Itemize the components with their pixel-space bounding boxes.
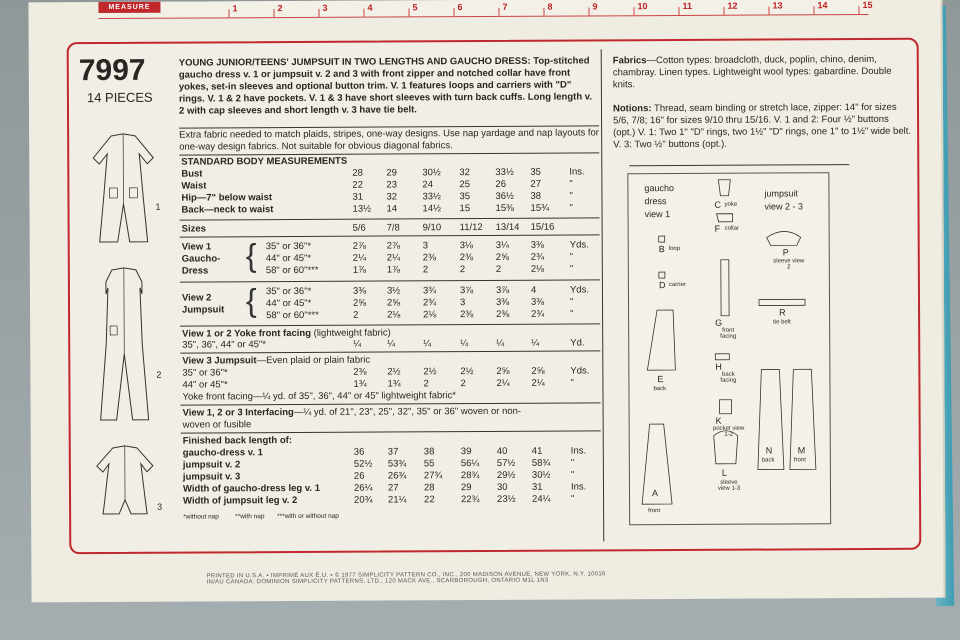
figure-number-2: 2: [156, 369, 162, 380]
ruler-tick-label: 2: [277, 3, 283, 14]
ruler-tick-label: 5: [412, 2, 418, 13]
finished-label: Width of jumpsuit leg v. 2: [183, 494, 298, 507]
table-cell: 2¾: [422, 297, 437, 309]
piece-count: 14 PIECES: [86, 89, 153, 106]
ruler-tick-label: 7: [502, 1, 508, 12]
unit-cell: ": [570, 457, 575, 469]
sizes-label: Sizes: [181, 223, 206, 235]
table-cell: 26: [353, 470, 365, 482]
table-cell: 23½: [497, 493, 516, 505]
table-cell: 2½: [460, 366, 474, 378]
divider: [180, 323, 600, 326]
unit-cell: Yds.: [570, 365, 590, 377]
unit-cell: ": [569, 251, 574, 263]
table-cell: 22: [424, 494, 435, 506]
view3-yoke-note: Yoke front facing—¼ yd. of 35", 36", 44" or 45" lightweight fabric*: [182, 390, 457, 403]
divider: [181, 430, 601, 433]
divider: [180, 350, 600, 353]
table-cell: 14½: [422, 203, 442, 215]
figure-view2-jumpsuit: [84, 264, 165, 429]
ruler-tick-mark: [813, 6, 814, 14]
table-cell: 2½: [423, 366, 437, 378]
table-cell: ¼: [460, 338, 469, 350]
brace: {: [245, 237, 257, 274]
unit-cell: Yd.: [570, 337, 585, 349]
piece-l-label: sleeve view 1-3: [717, 479, 741, 492]
table-cell: 27: [530, 178, 542, 190]
table-cell: 1¾: [353, 378, 367, 390]
divider: [181, 402, 601, 405]
table-cell: 2: [423, 378, 429, 390]
unit-cell: Ins.: [569, 166, 585, 178]
ruler-tick-mark: [723, 7, 724, 15]
pattern-number: 7997: [78, 53, 146, 88]
table-cell: 55: [423, 458, 435, 470]
size-cell: 13/14: [495, 221, 520, 233]
table-cell: 41: [531, 445, 543, 457]
table-cell: ¼: [531, 337, 540, 349]
footer-line-1: PRINTED IN U.S.A. • IMPRIMÉ AUX É.U. • © 1977 SIMPLICITY PATTERN CO., INC., 200 MADISON AVENUE, NEW YORK, N.Y. 10016: [206, 571, 606, 580]
ruler-tick-mark: [228, 9, 229, 17]
unit-cell: ": [569, 296, 574, 308]
table-cell: 2¼: [496, 377, 510, 389]
table-cell: 30½: [422, 167, 441, 179]
unit-cell: ": [570, 308, 574, 320]
view-label: Dress: [181, 265, 209, 277]
table-cell: 2⅝: [531, 365, 545, 377]
divider: [180, 234, 600, 237]
table-cell: 3⅜: [352, 285, 367, 297]
table-cell: 15⅜: [495, 202, 515, 214]
layout-heading-line: jumpsuit: [764, 188, 798, 199]
finished-label: jumpsuit v. 3: [182, 471, 241, 483]
table-cell: 33½: [495, 166, 514, 178]
view-label: View 2: [181, 292, 212, 304]
table-cell: 3: [422, 240, 429, 252]
unit-cell: ": [570, 377, 574, 389]
brace: {: [245, 282, 257, 319]
table-cell: 2⅝: [496, 365, 510, 377]
table-cell: 15: [459, 203, 471, 215]
layout-heading-line: view 2 - 3: [764, 201, 804, 212]
ruler-tick-mark: [858, 6, 859, 14]
piece-b-label: loop: [668, 245, 681, 253]
piece-r-letter: R: [779, 307, 786, 318]
table-cell: 22: [352, 179, 364, 191]
figure-number-1: 1: [155, 201, 161, 212]
piece-c-label: yoke: [724, 201, 738, 208]
table-cell: 36½: [495, 190, 514, 202]
table-cell: 40: [496, 445, 508, 457]
table-cell: 2: [422, 264, 429, 276]
table-cell: 2⅛: [423, 309, 437, 321]
footnote-without-nap: *without nap: [183, 513, 219, 521]
piece-b-letter: B: [658, 244, 665, 255]
table-cell: 57½: [496, 457, 516, 469]
table-cell: 2⅜: [353, 366, 367, 378]
table-cell: 28¾: [460, 470, 480, 482]
table-cell: 22¾: [461, 494, 480, 506]
table-cell: 24: [422, 179, 434, 191]
table-cell: 3⅜: [530, 239, 544, 251]
interfacing-line2: woven or fusible: [182, 419, 252, 431]
divider: [180, 217, 600, 220]
fabrics-text: Fabrics—Cotton types: broadcloth, duck, poplin, chino, denim, chambray. Linen types. Lightweight wool types: gabardine. Double knits.: [612, 53, 892, 91]
piece-c-letter: C: [714, 199, 722, 210]
piece-r-label: tie belt: [773, 319, 791, 326]
table-cell: 38: [423, 446, 435, 458]
table-cell: 2⅛: [387, 309, 401, 321]
table-cell: 23: [386, 179, 398, 191]
piece-d-letter: D: [658, 280, 666, 291]
table-cell: 27: [387, 482, 399, 494]
ruler-tick-label: 4: [367, 2, 373, 13]
unit-cell: ": [569, 202, 573, 214]
finished-label: Width of gaucho-dress leg v. 1: [182, 482, 320, 495]
layout-heading-gaucho: [644, 182, 674, 221]
ruler-tick-label: 10: [637, 1, 648, 12]
piece-m-label: front: [793, 457, 806, 464]
table-cell: ¼: [423, 338, 432, 350]
table-cell: 3⅜: [495, 296, 510, 308]
fabric-width: 44" or 45"*: [265, 252, 312, 265]
table-cell: 2⅝: [386, 297, 401, 309]
finished-label: gaucho-dress v. 1: [182, 447, 263, 459]
unit-cell: ": [569, 190, 573, 202]
fabric-width: 35" or 36"*: [265, 240, 312, 253]
fabric-width: 35", 36", 44" or 45"*: [182, 339, 267, 351]
table-cell: 3⅞: [495, 284, 510, 296]
table-cell: 56¼: [460, 458, 480, 470]
figure-view3-short-jumpsuit: [85, 442, 165, 522]
table-cell: 3⅞: [459, 285, 474, 297]
table-cell: 15¾: [530, 202, 550, 214]
table-cell: 3⅛: [459, 240, 473, 252]
table-cell: 2¼: [386, 252, 401, 264]
table-cell: 28: [423, 482, 435, 494]
fabric-width: 44" or 45"*: [265, 297, 312, 310]
table-cell: 2: [353, 309, 359, 321]
finished-label: jumpsuit v. 2: [182, 459, 241, 471]
footer-line-2: IN/AU CANADA: DOMINION SIMPLICITY PATTERNS, LTD., 120 MACK AVE., SCARBOROUGH, ONTARIO M1L 1N3: [206, 577, 549, 586]
piece-h-label: back facing: [720, 371, 737, 384]
unit-cell: Ins.: [570, 445, 587, 457]
layout-heading-jumpsuit: [764, 187, 803, 213]
ruler-tick-label: 13: [772, 0, 783, 11]
table-cell: 35: [459, 191, 471, 203]
table-cell: 2¾: [531, 308, 545, 320]
unit-cell: ": [571, 493, 575, 505]
table-cell: 13½: [352, 203, 372, 215]
table-cell: 2¼: [531, 377, 545, 389]
figure-view1-gaucho-dress: [83, 130, 164, 250]
size-cell: 9/10: [422, 222, 442, 234]
layout-heading-line: gaucho: [644, 183, 674, 194]
unit-cell: ": [569, 178, 573, 190]
ruler-tick-mark: [408, 8, 409, 16]
table-cell: ¼: [353, 338, 362, 350]
fabric-width: 58" or 60"***: [266, 309, 319, 322]
table-cell: 24¼: [532, 493, 551, 505]
ruler-tick-label: 1: [232, 3, 238, 14]
ruler-tick-label: 6: [457, 2, 463, 13]
footnotes: [183, 513, 339, 521]
piece-n-letter: N: [765, 445, 773, 456]
figure-number-3: 3: [157, 501, 163, 512]
ruler-tick-mark: [453, 8, 454, 16]
table-cell: 2½: [387, 366, 401, 378]
piece-n-label: back: [761, 457, 775, 464]
footnote-either: ***with or without nap: [277, 512, 339, 521]
table-cell: 32: [386, 191, 398, 203]
ruler-tick-mark: [498, 8, 499, 16]
ruler-tick-label: 9: [592, 1, 598, 12]
piece-l-letter: L: [721, 467, 727, 478]
size-cell: 11/12: [459, 222, 483, 234]
table-cell: 20¾: [354, 494, 373, 506]
ruler-tick-mark: [318, 9, 319, 17]
size-cell: 7/8: [386, 222, 400, 234]
measurement-label: Waist: [181, 180, 207, 192]
table-cell: 3¾: [422, 285, 437, 297]
pattern-envelope: [28, 0, 945, 602]
ruler-tick-label: 12: [727, 0, 738, 11]
table-cell: 2⅜: [496, 308, 510, 320]
measurement-label: Back—neck to waist: [181, 204, 274, 216]
table-cell: 2⅛: [530, 263, 545, 275]
table-cell: 2¾: [530, 251, 545, 263]
piece-k-letter: K: [715, 415, 722, 426]
measurement-label: Bust: [181, 168, 203, 180]
piece-e-label: back: [653, 386, 667, 393]
table-cell: 2: [459, 264, 466, 276]
unit-cell: Yds.: [569, 239, 589, 251]
table-cell: 31: [352, 191, 364, 203]
fabric-width: 35" or 36"*: [265, 285, 312, 298]
piece-g-label: front facing: [720, 327, 737, 340]
table-cell: 29½: [496, 469, 516, 481]
view-label: Jumpsuit: [182, 304, 225, 316]
table-cell: 53¾: [387, 458, 407, 470]
unit-cell: Ins.: [570, 481, 587, 493]
size-cell: 15/16: [530, 221, 555, 233]
table-cell: 1⅞: [352, 264, 367, 276]
ruler-tick-mark: [273, 9, 274, 17]
table-cell: ¼: [387, 338, 396, 350]
view-label: Gaucho-: [181, 253, 221, 265]
table-cell: 33½: [422, 191, 441, 203]
table-cell: 3⅜: [530, 296, 545, 308]
piece-d-label: carrier: [668, 281, 686, 289]
piece-f-letter: F: [714, 223, 721, 234]
table-cell: 2⅜: [422, 252, 437, 264]
unit-cell: ": [570, 469, 575, 481]
table-cell: 32: [459, 167, 470, 179]
table-cell: 2: [495, 263, 502, 275]
ruler-tick-label: 14: [817, 0, 828, 11]
printing-footer: [206, 571, 605, 585]
divider: [180, 279, 600, 282]
table-cell: 30: [496, 481, 508, 493]
table-cell: 35: [530, 166, 541, 178]
ruler-tick-label: 15: [862, 0, 873, 11]
ruler-tick-mark: [588, 7, 589, 15]
piece-e-letter: E: [657, 374, 664, 385]
table-cell: 2⅞: [386, 240, 400, 252]
extra-fabric-note: Extra fabric needed to match plaids, stripes, one-way designs. Use nap yardage and nap layouts for one-way design fabrics. Not suitable for obvious diagonal fabrics.: [179, 127, 599, 153]
ruler-tick-label: 8: [547, 1, 553, 12]
table-cell: 2⅜: [460, 309, 474, 321]
table-cell: 2¼: [352, 252, 367, 264]
table-cell: 36: [353, 446, 365, 458]
ruler-tick-label: 3: [322, 2, 328, 13]
table-cell: 29: [386, 167, 397, 179]
ruler-tick-mark: [363, 9, 364, 17]
piece-a-label: front: [648, 508, 661, 515]
fabric-width: 35" or 36"*: [182, 367, 228, 379]
view3-title: View 3 Jumpsuit—Even plaid or plain fabric: [182, 354, 371, 367]
piece-p-label: sleeve view 2: [773, 258, 805, 271]
piece-k-label: pocket view 1-2: [712, 425, 745, 438]
table-cell: 25: [459, 179, 471, 191]
table-cell: 3¼: [495, 239, 509, 251]
table-cell: 38: [530, 190, 542, 202]
unit-cell: Yds.: [569, 284, 589, 296]
table-cell: 26: [495, 178, 507, 190]
table-cell: 28: [352, 167, 363, 179]
piece-m-letter: M: [797, 445, 806, 456]
table-cell: 31: [531, 481, 543, 493]
ruler-tick-mark: [678, 7, 679, 15]
table-cell: 2⅜: [459, 252, 474, 264]
column-separator: [601, 49, 605, 541]
ruler-tick-mark: [543, 8, 544, 16]
interfacing-line1: View 1, 2 or 3 Interfacing—¼ yd. of 21", 23", 25", 32", 35" or 36" woven or non-: [182, 405, 522, 419]
notions-text: Notions: Thread, seam binding or stretch lace, zipper: 14" for sizes 5/6, 7/8; 16" for sizes 9/10 thru 15/16. V. 1 and 2: Four ½" buttons (opt.) V. 1: Two 1" "D" rings, two 1½" "D" rings, one 1" to 1½" wide belt. V. 3: Two ½" buttons (opt.).: [612, 101, 912, 151]
table-cell: 30½: [531, 469, 551, 481]
ruler-tick-label: 11: [682, 0, 693, 11]
table-cell: 2⅝: [495, 251, 510, 263]
finished-title: Finished back length of:: [182, 435, 293, 447]
piece-p-letter: P: [782, 247, 789, 258]
measure-ruler: [98, 0, 873, 19]
measurement-label: Hip—7" below waist: [181, 192, 273, 204]
measurements-title: STANDARD BODY MEASUREMENTS: [181, 155, 348, 168]
table-cell: 29: [460, 482, 472, 494]
table-cell: 58¾: [531, 457, 551, 469]
fabric-width: 44" or 45"*: [182, 379, 228, 391]
piece-h-letter: H: [715, 361, 722, 372]
table-cell: 26¾: [387, 470, 407, 482]
view-label: View 1: [181, 241, 212, 253]
table-cell: 3½: [386, 285, 401, 297]
ruler-tick-mark: [768, 7, 769, 15]
pattern-pieces-diagram: [627, 172, 831, 525]
table-cell: 14: [386, 203, 398, 215]
table-cell: 1⅞: [386, 264, 401, 276]
table-cell: 2: [460, 378, 466, 390]
table-cell: 27¾: [423, 470, 443, 482]
table-cell: 4: [530, 284, 537, 296]
ruler-tick-mark: [633, 7, 634, 15]
table-cell: 1¾: [387, 378, 401, 390]
table-cell: ¼: [496, 337, 505, 349]
table-cell: 37: [387, 446, 399, 458]
layout-heading-line: view 1: [644, 209, 671, 220]
divider: [629, 164, 849, 166]
layout-heading-line: dress: [644, 196, 667, 207]
table-cell: 2⅞: [352, 240, 366, 252]
table-cell: 52½: [353, 458, 373, 470]
footnote-with-nap: **with nap: [235, 513, 265, 521]
yoke-title: View 1 or 2 Yoke front facing (lightweight fabric): [182, 327, 391, 340]
table-cell: 26¼: [353, 482, 373, 494]
fabric-width: 58" or 60"***: [265, 264, 319, 277]
table-cell: 2⅝: [352, 297, 367, 309]
ruler-label: MEASURE: [98, 2, 160, 13]
piece-a-letter: A: [651, 488, 659, 499]
piece-f-label: collar: [724, 225, 739, 232]
unit-cell: ": [569, 263, 574, 275]
piece-g-letter: G: [715, 317, 723, 328]
table-cell: 39: [460, 446, 472, 458]
pattern-description: YOUNG JUNIOR/TEENS' JUMPSUIT IN TWO LENGTHS AND GAUCHO DRESS: Top-stitched gaucho dress v. 1 or jumpsuit v. 2 and 3 with front zipper and notched collar have front yokes, set-in sleeves and optional button trim. V. 1 features loops and carriers with "D" rings. V. 1 & 2 have pockets. V. 1 & 3 have short sleeves with turn back cuffs. Long length v. 2 with cap sleeves and short length v. 3 have tie belt.: [178, 55, 593, 117]
table-cell: 21¼: [388, 494, 407, 506]
table-cell: 3: [459, 297, 466, 309]
size-cell: 5/6: [352, 222, 366, 234]
